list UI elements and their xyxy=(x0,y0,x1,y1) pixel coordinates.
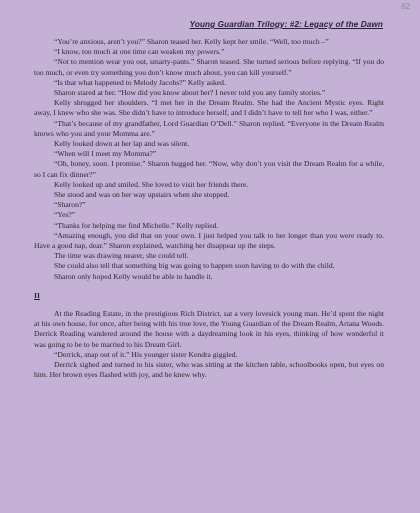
paragraph: “Sharon?” xyxy=(54,200,86,210)
paragraph: “Amazing enough, you did that on your own. I just helped you talk to her longer than you were ready to. Have a good nap, dear.” Sharon explained, watching her disappear up the steps. xyxy=(34,230,384,251)
chapter-marker: II xyxy=(34,290,40,300)
paragraph: Kelly looked down at her lap and was silent. xyxy=(54,139,190,149)
paragraph: She could also tell that something big was going to happen soon having to do with the child. xyxy=(54,261,335,271)
running-header: Young Guardian Trilogy: #2: Legacy of the Dawn xyxy=(189,20,383,29)
paragraph: “Not to mention wear you out, smarty-pants.” Sharon teased. She turned serious before replying. “If you do too much, or even try something you don’t know much about, you can kill yourself.” xyxy=(34,57,384,77)
paragraph: “That’s because of my grandfather, Lord Guardian O’Dell.” Sharon replied. “Everyone in the Dream Realm knows who you and your Momma are.” xyxy=(34,118,384,138)
paragraph: Kelly looked up and smiled. She loved to visit her friends there. xyxy=(54,179,249,189)
paragraph: “You’re anxious, aren’t you?” Sharon teased her. Kelly kept her smile. “Well, too much –” xyxy=(54,37,329,46)
paragraph: Derrick sighed and turned to his sister, who was sitting at the kitchen table, schoolbooks open, but eyes on him. Her brown eyes flashed with joy, and he knew why. xyxy=(34,360,384,380)
paragraph: Sharon stared at her. “How did you know about her? I never told you any family stories.” xyxy=(54,88,326,98)
paragraph: “Thanks for helping me find Michelle.” Kelly replied. xyxy=(54,220,219,230)
paragraph: “I know, too much at one time can weaken my powers.” xyxy=(54,47,225,57)
paragraph: Sharon only hoped Kelly would be able to handle it. xyxy=(54,271,213,281)
paragraph: “Is that what happened to Melody Jacobs?” Kelly asked. xyxy=(54,77,226,87)
paragraph: “When will I meet my Momma?” xyxy=(54,149,157,159)
paragraph: “Derrick, snap out of it.” His younger sister Kendra giggled. xyxy=(54,349,238,359)
paragraph: Kelly shrugged her shoulders. “I met her in the Dream Realm. She had the Ancient Mystic eyes. Right away, I knew who she was. She didn’t have to introduce herself, and I didn’t have to tell her who I was, either.” xyxy=(34,98,384,118)
paragraph: At the Reading Estate, in the prestigious Rich District, sat a very lovesick young man. He’d spent the night at his own house, for once, after being with his true love, the Young Guardian of the Dream Realm, Ariana Woods. Derrick Reading wandered around the house with a daydreaming look in his eyes, thinking of how wonderful it was going to be to be married to his Dream Girl. xyxy=(34,309,384,349)
page-body xyxy=(34,37,384,381)
page-number: 62 xyxy=(401,2,410,11)
paragraph: The time was drawing nearer, she could tell. xyxy=(54,251,189,261)
paragraph: “Oh, honey, soon. I promise.” Sharon hugged her. “Now, why don’t you visit the Dream Realm for a while, so I can fix dinner?” xyxy=(34,159,384,179)
paragraph: She stood and was on her way upstairs when she stopped. xyxy=(54,190,230,200)
paragraph: “Yes?” xyxy=(54,210,76,220)
